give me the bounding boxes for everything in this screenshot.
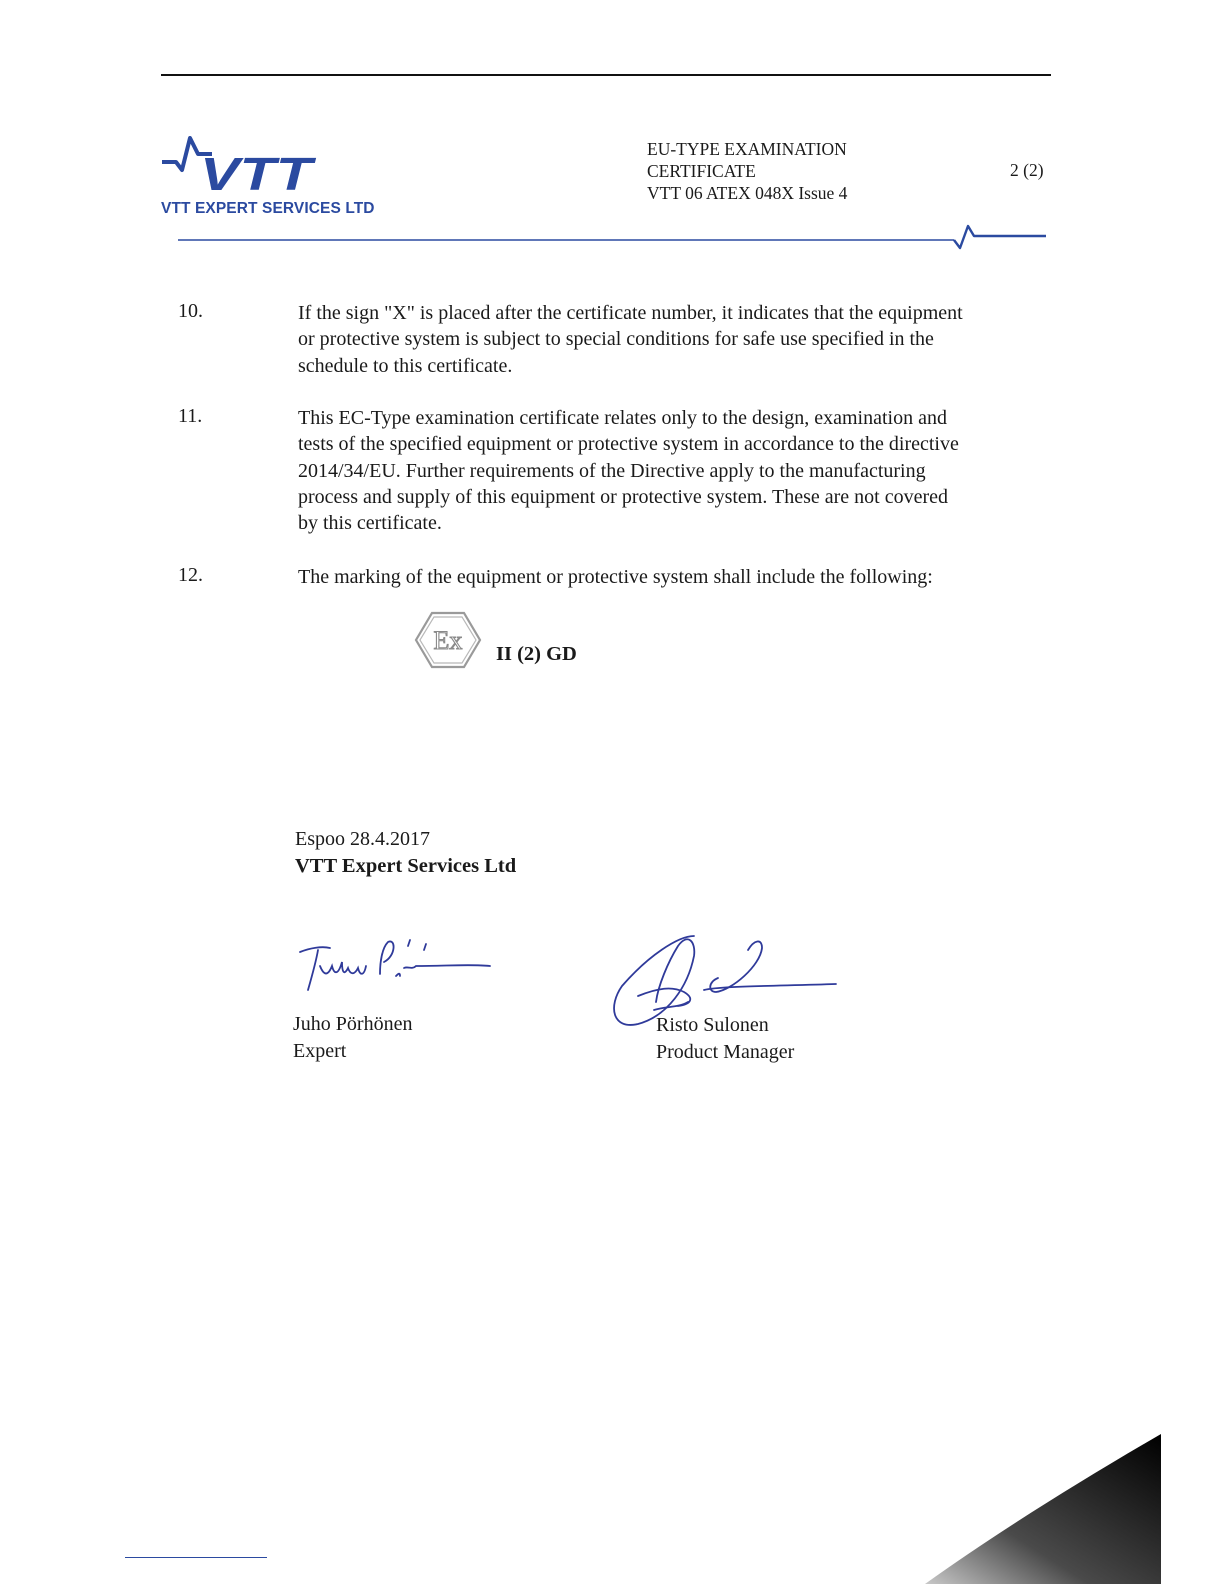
corner-decoration [925,1434,1161,1584]
section-12-number: 12. [178,564,203,586]
page-number: 2 (2) [1010,160,1044,180]
section-11-line: tests of the specified equipment or protective system in accordance to the directive [298,433,959,456]
section-10-line: or protective system is subject to special conditions for safe use specified in the [298,328,934,351]
ex-symbol-text: Ex [433,626,463,655]
logo-text: VTT [200,148,318,198]
company-caption: VTT EXPERT SERVICES LTD [161,200,375,217]
section-10-text [298,300,1048,379]
certificate-title-line-2: CERTIFICATE [647,161,756,181]
top-rule [161,74,1051,76]
header-rule [178,222,1048,252]
section-11-line: 2014/34/EU. Further requirements of the Directive apply to the manufacturing [298,459,926,482]
signer-title-1: Expert [293,1040,347,1062]
section-11-text [298,405,1048,536]
vtt-logo [160,136,330,198]
vtt-logo-graphic [160,136,330,198]
signer-name-1: Juho Pörhönen [293,1013,413,1035]
signature-juho-porhonen [296,932,496,996]
issuing-company: VTT Expert Services Ltd [295,855,517,877]
section-11-line: This EC-Type examination certificate relates only to the design, examination and [298,407,947,429]
place-date: Espoo 28.4.2017 [295,828,430,850]
section-10-line: If the sign "X" is placed after the certificate number, it indicates that the equipment [298,302,963,324]
section-12-text [298,564,1048,590]
section-11-line: process and supply of this equipment or protective system. These are not covered [298,485,949,508]
signer-name-2: Risto Sulonen [656,1014,769,1036]
certificate-title-line-1: EU-TYPE EXAMINATION [647,139,847,159]
certificate-number: VTT 06 ATEX 048X Issue 4 [647,183,848,203]
section-11-number: 11. [178,405,203,427]
section-11-line: by this certificate. [298,512,442,535]
footer-rule [125,1557,267,1558]
section-12-line: The marking of the equipment or protective system shall include the following: [298,566,933,588]
certificate-header [647,138,847,204]
ex-hexagon-icon [414,611,482,669]
signer-title-2: Product Manager [656,1041,795,1063]
marking-code: II (2) GD [496,643,577,665]
section-10-number: 10. [178,300,203,322]
section-10-line: schedule to this certificate. [298,354,513,377]
